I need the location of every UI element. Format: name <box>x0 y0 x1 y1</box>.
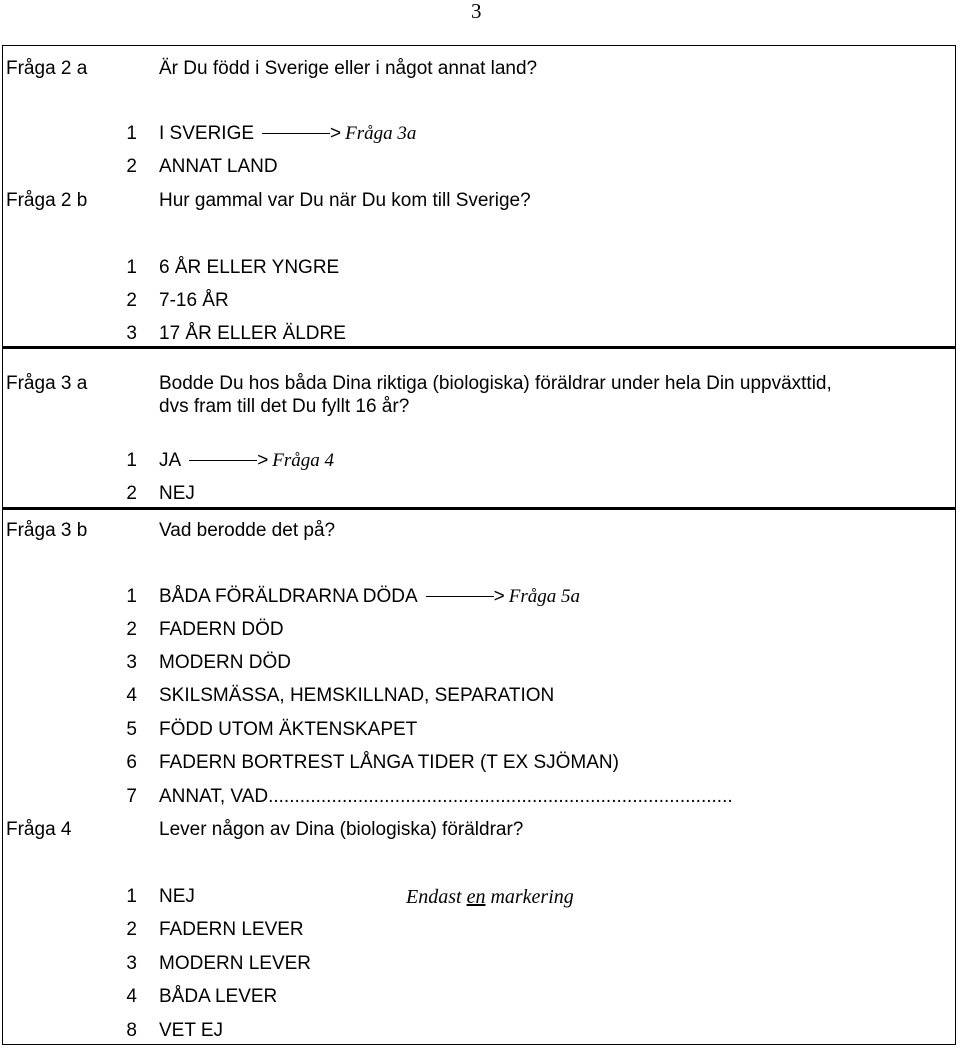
option-number: 5 <box>126 719 137 740</box>
question-text-3a-line1: Bodde Du hos båda Dina riktiga (biologiska) föräldrar under hela Din uppväxttid, <box>159 373 832 394</box>
arrow-head-icon: > <box>257 450 269 471</box>
section-divider <box>2 346 956 349</box>
option-number: 2 <box>126 483 137 504</box>
option-fadern-dod[interactable]: FADERN DÖD <box>159 619 284 640</box>
option-6-ar-eller-yngre[interactable]: 6 ÅR ELLER YNGRE <box>159 257 340 278</box>
question-label-3b: Fråga 3 b <box>6 520 88 541</box>
question-label-2b: Fråga 2 b <box>6 190 88 211</box>
option-bada-lever[interactable]: BÅDA LEVER <box>159 986 278 1007</box>
question-text-4: Lever någon av Dina (biologiska) föräldrar? <box>159 819 524 840</box>
note-text: Endast <box>406 886 467 908</box>
page-number: 3 <box>471 0 482 23</box>
option-fadern-lever[interactable]: FADERN LEVER <box>159 919 304 940</box>
option-annat-land[interactable]: ANNAT LAND <box>159 156 278 177</box>
option-number: 3 <box>126 323 137 344</box>
option-number: 1 <box>126 886 137 907</box>
option-number: 7 <box>126 786 137 807</box>
option-fodd-utom-aktenskapet[interactable]: FÖDD UTOM ÄKTENSKAPET <box>159 719 418 740</box>
option-number: 8 <box>126 1020 137 1041</box>
option-number: 2 <box>126 919 137 940</box>
option-fadern-bortrest[interactable]: FADERN BORTREST LÅNGA TIDER (T EX SJÖMAN) <box>159 752 619 773</box>
option-number: 2 <box>126 156 137 177</box>
arrow-head-icon: > <box>330 123 342 144</box>
option-number: 4 <box>126 986 137 1007</box>
section-divider <box>2 507 956 510</box>
option-nej[interactable]: NEJ <box>159 886 195 907</box>
question-label-4: Fråga 4 <box>6 819 72 840</box>
question-text-2b: Hur gammal var Du när Du kom till Sverige? <box>159 190 531 211</box>
option-number: 1 <box>126 586 137 607</box>
option-bada-foraldrarna-doda[interactable] <box>159 586 580 608</box>
option-number: 6 <box>126 752 137 773</box>
option-modern-dod[interactable]: MODERN DÖD <box>159 652 291 673</box>
option-7-16-ar[interactable]: 7-16 ÅR <box>159 290 229 311</box>
option-text: BÅDA FÖRÄLDRARNA DÖDA <box>159 586 418 607</box>
option-skilsmassa[interactable]: SKILSMÄSSA, HEMSKILLNAD, SEPARATION <box>159 685 555 706</box>
option-annat-vad[interactable]: ANNAT, VAD........................................................................................ <box>159 786 733 807</box>
skip-instruction: Fråga 4 <box>272 450 335 471</box>
arrow-line <box>189 460 257 461</box>
question-label-2a: Fråga 2 a <box>6 58 88 79</box>
option-text: JA <box>159 450 182 471</box>
question-label-3a: Fråga 3 a <box>6 373 88 394</box>
option-number: 1 <box>126 257 137 278</box>
option-vet-ej[interactable]: VET EJ <box>159 1020 224 1041</box>
arrow-line <box>262 133 330 134</box>
option-modern-lever[interactable]: MODERN LEVER <box>159 953 312 974</box>
question-text-2a: Är Du född i Sverige eller i något annat land? <box>159 58 538 79</box>
arrow-head-icon: > <box>493 586 505 607</box>
option-number: 1 <box>126 450 137 471</box>
option-17-ar-eller-aldre[interactable]: 17 ÅR ELLER ÄLDRE <box>159 323 346 344</box>
marking-instruction <box>406 886 574 908</box>
option-number: 1 <box>126 123 137 144</box>
option-text: I SVERIGE <box>159 123 255 144</box>
question-text-3b: Vad berodde det på? <box>159 520 336 541</box>
option-number: 2 <box>126 619 137 640</box>
option-ja[interactable] <box>159 450 334 472</box>
option-number: 4 <box>126 685 137 706</box>
arrow-line <box>426 596 494 597</box>
option-nej[interactable]: NEJ <box>159 483 195 504</box>
skip-instruction: Fråga 3a <box>345 123 417 144</box>
skip-instruction: Fråga 5a <box>508 586 581 607</box>
option-i-sverige[interactable] <box>159 123 416 145</box>
note-text: markering <box>485 886 574 908</box>
option-number: 3 <box>126 652 137 673</box>
option-number: 2 <box>126 290 137 311</box>
question-text-3a-line2: dvs fram till det Du fyllt 16 år? <box>159 396 410 417</box>
note-emphasis: en <box>466 886 486 908</box>
option-number: 3 <box>126 953 137 974</box>
